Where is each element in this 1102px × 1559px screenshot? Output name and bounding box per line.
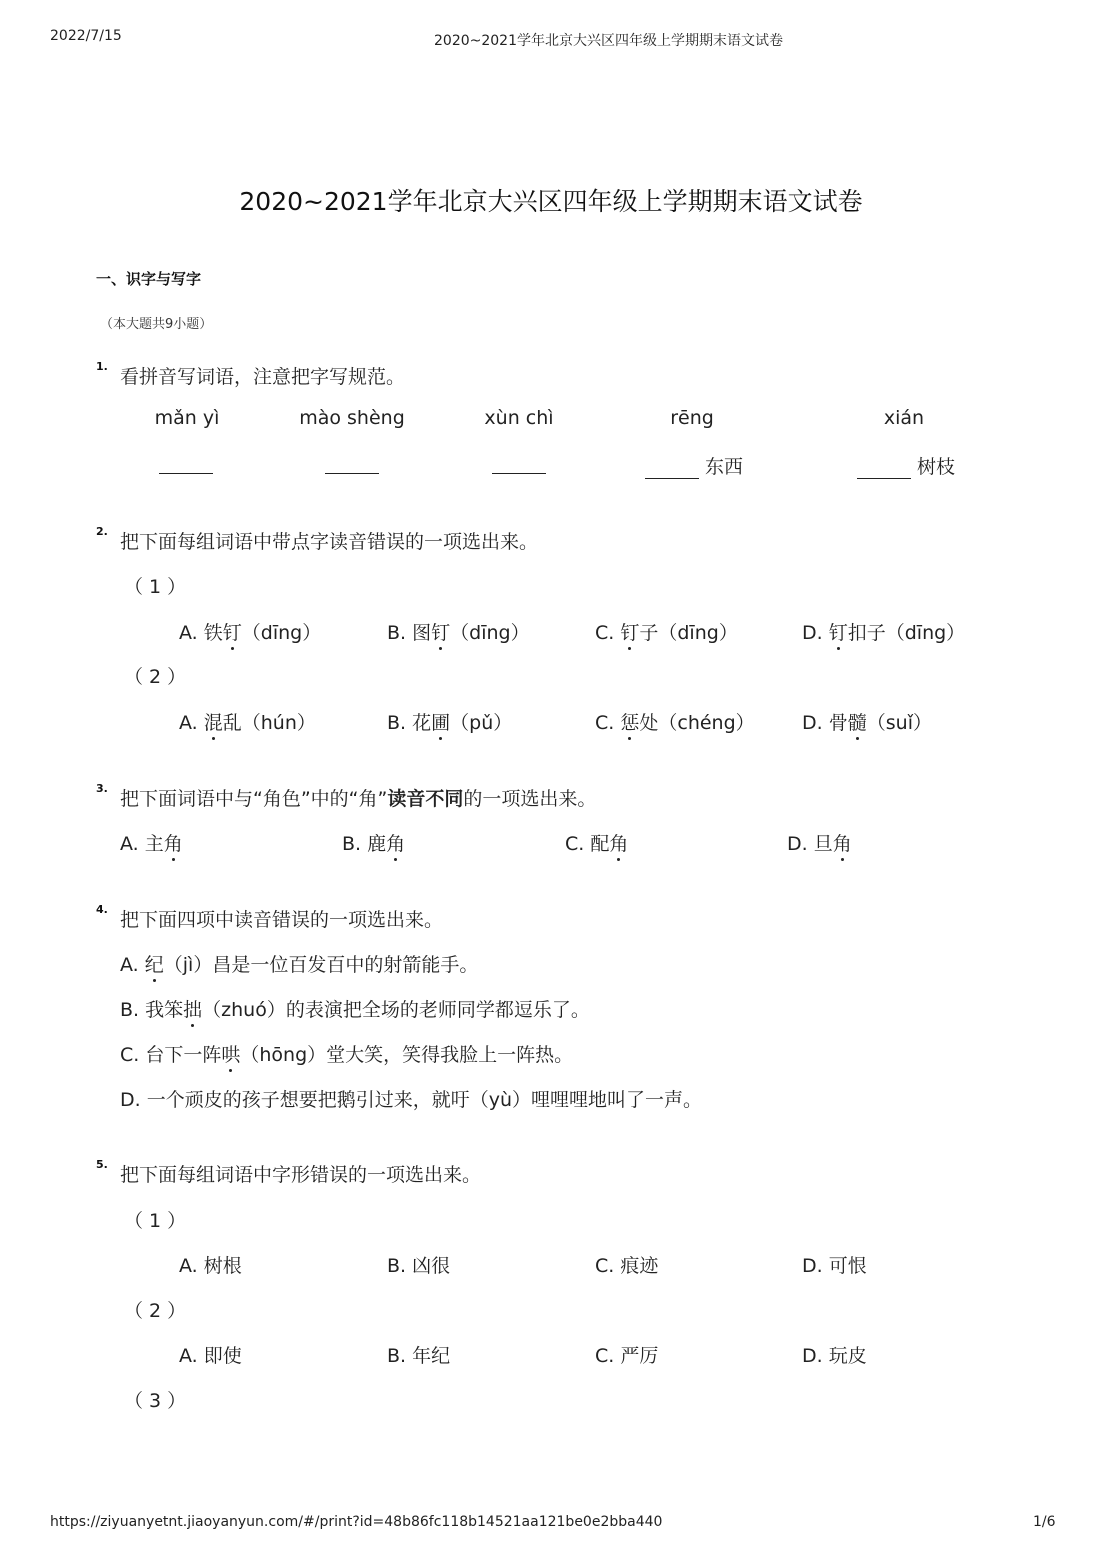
group-label: （ 2 ） [124, 666, 187, 688]
question-number: 1. [96, 360, 108, 373]
question-number: 5. [96, 1158, 108, 1171]
page-url: https://ziyuanyetnt.jiaoyanyun.com/#/print?id=48b86fc118b14521aa121be0e2bba440 [50, 1514, 663, 1530]
option-c[interactable]: C. 台下一阵哄（hōng）堂大笑，笑得我脸上一阵热。 [120, 1040, 573, 1067]
question-number: 4. [96, 903, 108, 916]
option-a[interactable]: A. 主角 [120, 829, 183, 856]
option-c[interactable]: C. 严厉 [595, 1345, 659, 1367]
answer-blank-1[interactable] [159, 452, 213, 474]
answer-blank-5[interactable] [857, 452, 955, 479]
option-b[interactable]: B. 花圃（pǔ） [387, 708, 512, 735]
option-a[interactable]: A. 即使 [179, 1345, 242, 1367]
option-d[interactable]: D. 玩皮 [802, 1345, 867, 1367]
pinyin-1: mǎn yì [154, 407, 220, 429]
option-d[interactable]: D. 钉扣子（dīng） [802, 618, 965, 645]
option-a[interactable]: A. 铁钉（dīng） [179, 618, 321, 645]
option-d[interactable]: D. 旦角 [787, 829, 852, 856]
print-date: 2022/7/15 [50, 28, 122, 44]
option-b[interactable]: B. 凶很 [387, 1255, 451, 1277]
pinyin-5: xián [883, 407, 925, 429]
question-prompt: 把下面每组词语中带点字读音错误的一项选出来。 [120, 531, 539, 553]
option-b[interactable]: B. 鹿角 [342, 829, 405, 856]
option-c[interactable]: C. 惩处（chéng） [595, 708, 755, 735]
section-note: （本大题共9小题） [100, 317, 213, 332]
answer-blank-2[interactable] [325, 452, 379, 474]
question-prompt: 看拼音写词语，注意把字写规范。 [120, 366, 406, 388]
section-heading: 一、识字与写字 [96, 270, 202, 288]
print-doc-title: 2020~2021学年北京大兴区四年级上学期期末语文试卷 [434, 33, 783, 49]
question-number: 3. [96, 782, 108, 795]
page-title: 2020~2021学年北京大兴区四年级上学期期末语文试卷 [239, 187, 863, 216]
answer-blank-4[interactable] [645, 452, 743, 479]
question-prompt: 把下面词语中与“角色”中的“角”读音不同的一项选出来。 [120, 788, 597, 810]
group-label: （ 1 ） [124, 576, 187, 598]
option-d[interactable]: D. 骨髓（suǐ） [802, 708, 932, 735]
option-b[interactable]: B. 年纪 [387, 1345, 451, 1367]
question-prompt: 把下面四项中读音错误的一项选出来。 [120, 909, 444, 931]
question-number: 2. [96, 525, 108, 538]
pinyin-3: xùn chì [484, 407, 554, 429]
group-label: （ 1 ） [124, 1210, 187, 1232]
pinyin-4: rēng [670, 407, 714, 429]
option-c[interactable]: C. 钉子（dīng） [595, 618, 738, 645]
option-a[interactable]: A. 纪（jì）昌是一位百发百中的射箭能手。 [120, 950, 478, 977]
option-c[interactable]: C. 配角 [565, 829, 628, 856]
option-d[interactable]: D. 可恨 [802, 1255, 867, 1277]
option-b[interactable]: B. 图钉（dīng） [387, 618, 530, 645]
option-a[interactable]: A. 树根 [179, 1255, 242, 1277]
group-label: （ 2 ） [124, 1300, 187, 1322]
option-a[interactable]: A. 混乱（hún） [179, 708, 316, 735]
answer-blank-3[interactable] [492, 452, 546, 474]
group-label: （ 3 ） [124, 1390, 187, 1412]
page-number: 1/6 [1033, 1514, 1056, 1530]
option-c[interactable]: C. 痕迹 [595, 1255, 659, 1277]
option-b[interactable]: B. 我笨拙（zhuó）的表演把全场的老师同学都逗乐了。 [120, 995, 590, 1022]
pinyin-2: mào shèng [299, 407, 405, 429]
question-prompt: 把下面每组词语中字形错误的一项选出来。 [120, 1164, 482, 1186]
blank-suffix: 树枝 [917, 456, 956, 478]
blank-suffix: 东西 [705, 456, 744, 478]
option-d[interactable]: D. 一个顽皮的孩子想要把鹅引过来，就吁（yù）哩哩哩地叫了一声。 [120, 1089, 703, 1111]
